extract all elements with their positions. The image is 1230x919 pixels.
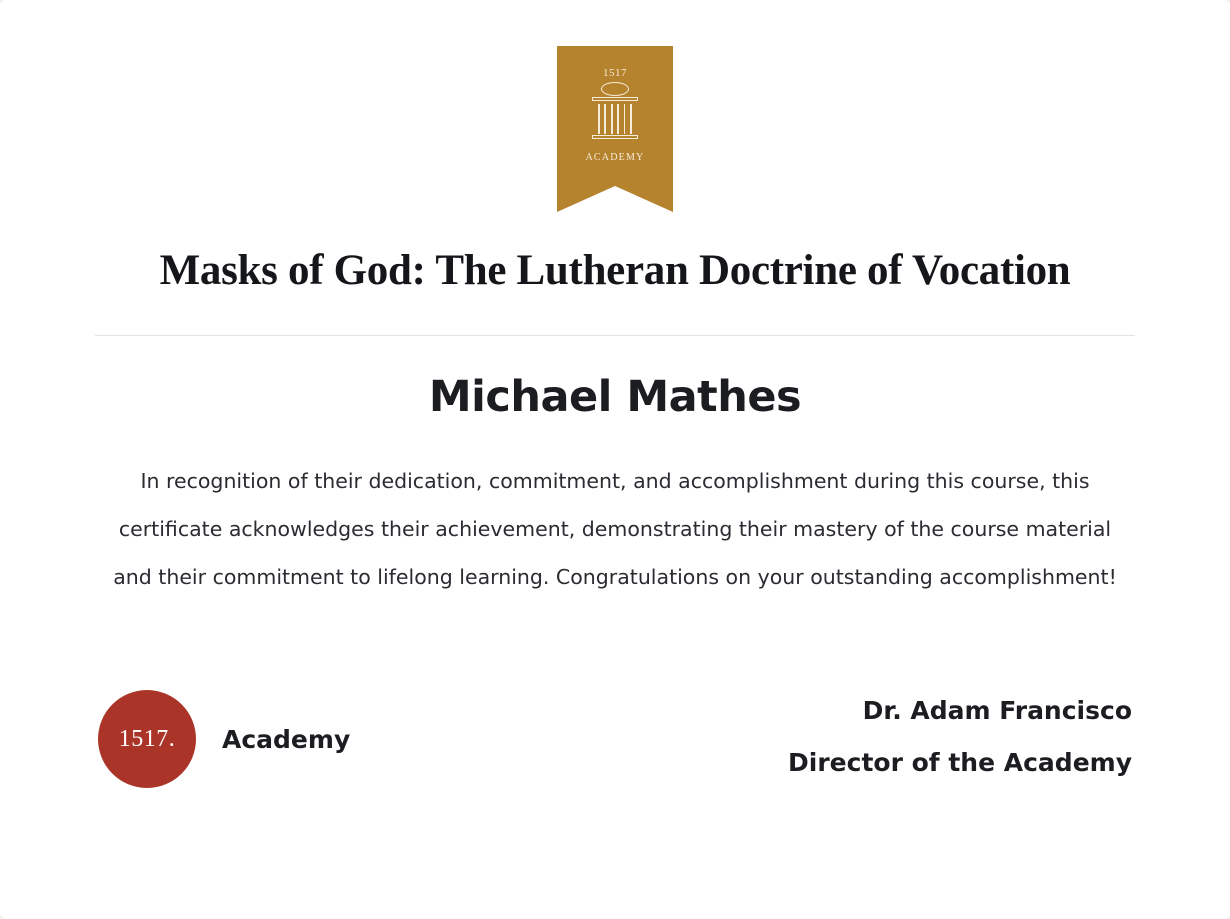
banner-academy-label: ACADEMY bbox=[585, 152, 645, 163]
academy-banner-logo bbox=[557, 46, 673, 186]
signer-title: Director of the Academy bbox=[788, 748, 1132, 777]
certificate-footer bbox=[0, 690, 1230, 788]
banner-year-label: 1517 bbox=[603, 67, 627, 79]
organization-name: Academy bbox=[222, 724, 351, 754]
footer-organization-block bbox=[98, 690, 350, 788]
course-title: Masks of God: The Lutheran Doctrine of Vocation bbox=[159, 247, 1071, 294]
signer-name: Dr. Adam Francisco bbox=[862, 696, 1132, 725]
seal-text: 1517. bbox=[118, 725, 176, 752]
logo-banner-container bbox=[0, 0, 1230, 186]
title-divider bbox=[95, 335, 1135, 336]
seal-badge-icon bbox=[98, 690, 196, 788]
footer-signature-block bbox=[788, 690, 1132, 778]
column-pillar-icon bbox=[587, 82, 643, 144]
recipient-name: Michael Mathes bbox=[428, 372, 802, 423]
recognition-body-text: In recognition of their dedication, commitment, and accomplishment during this course, this certificate acknowledges their achievement, demonstrating their mastery of the course material and their commitment to lifelong learning. Congratulations on your outstanding accomplishment! bbox=[113, 469, 1117, 589]
